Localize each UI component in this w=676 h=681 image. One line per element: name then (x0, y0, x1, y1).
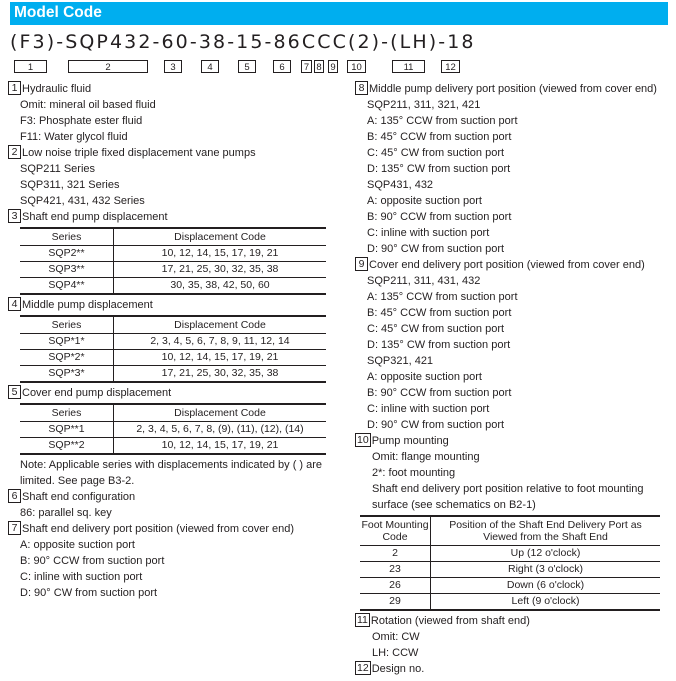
position-box-8: 8 (314, 60, 324, 73)
option-line: D: 90° CW from suction port (367, 419, 505, 431)
section-heading-3 (8, 209, 338, 225)
position-box-12: 12 (441, 60, 460, 73)
option-line: 86: parallel sq. key (20, 507, 112, 519)
table-row (20, 334, 326, 350)
option-line: D: 135° CW from suction port (367, 163, 511, 175)
option-line: SQP421, 431, 432 Series (20, 195, 145, 207)
section-title: Cover end delivery port position (viewed from cover end) (369, 259, 645, 271)
note-text: Note: Applicable series with displacements indicated by ( ) are (20, 459, 323, 471)
option-line: C: 45° CW from suction port (367, 147, 505, 159)
option-line: B: 45° CCW from suction port (367, 307, 512, 319)
table-row (20, 366, 326, 383)
table-cell: SQP2** (20, 246, 114, 262)
section-number-4: 4 (8, 297, 21, 311)
section-number-2: 2 (8, 145, 21, 159)
section-number-6: 6 (8, 489, 21, 503)
option-line: D: 90° CW from suction port (20, 587, 158, 599)
section-title: Middle pump displacement (22, 299, 153, 311)
option-line: A: opposite suction port (20, 539, 135, 551)
option-line: limited. See page B3-2. (20, 475, 135, 487)
option-line: F3: Phosphate ester fluid (20, 115, 143, 127)
position-box-6: 6 (273, 60, 291, 73)
header-bar (10, 2, 668, 25)
table-cell: Up (12 o'clock) (431, 546, 661, 562)
section-number-8: 8 (355, 81, 368, 95)
option-line: D: 135° CW from suction port (367, 339, 511, 351)
section-title: Cover end pump displacement (22, 387, 172, 399)
option-line: C: inline with suction port (367, 403, 490, 415)
option-line: Omit: flange mounting (372, 451, 480, 463)
table-cell: 17, 21, 25, 30, 32, 35, 38 (161, 367, 279, 379)
table-cell: 10, 12, 14, 15, 17, 19, 21 (161, 439, 279, 451)
option-line: SQP211, 311, 431, 432 (367, 275, 481, 287)
section-number-12: 12 (357, 662, 369, 674)
section-number-1: 1 (8, 81, 21, 95)
option-line: LH: CCW (372, 647, 419, 659)
option-line: SQP431, 432 (367, 179, 434, 191)
table-cell: 10, 12, 14, 15, 17, 19, 21 (114, 350, 327, 366)
position-box-9: 9 (328, 60, 338, 73)
section-number-10: 10 (357, 434, 369, 446)
option-line: C: inline with suction port (367, 227, 490, 239)
option-line: B: 90° CCW from suction port (367, 211, 512, 223)
section-title: Low noise triple fixed displacement vane pumps (22, 147, 256, 159)
column-header: Foot Mounting Code (360, 516, 431, 546)
position-box-7: 7 (301, 60, 312, 73)
table-row (20, 278, 326, 295)
table-cell: Down (6 o'clock) (431, 578, 661, 594)
option-line: Shaft end delivery port position relative to foot mounting (372, 483, 644, 495)
table-row (20, 350, 326, 366)
option-line: A: 135° CCW from suction port (367, 115, 518, 127)
table-cell: SQP*1* (20, 334, 114, 350)
position-box-11: 11 (392, 60, 425, 73)
table-header-row (360, 516, 660, 546)
table-cell: SQP**1 (20, 422, 114, 438)
table-row (360, 562, 660, 578)
section-number-11: 11 (357, 614, 368, 626)
section-title: Design no. (371, 663, 425, 675)
column-header: Series (20, 316, 114, 334)
column-header: Series (20, 404, 114, 422)
table-cell: Left (9 o'clock) (511, 595, 580, 607)
option-line: A: opposite suction port (367, 371, 482, 383)
column-header: Displacement Code (114, 228, 327, 246)
table-cell: SQP**2 (20, 438, 114, 455)
section-number-9: 9 (355, 257, 368, 271)
table-cell: Right (3 o'clock) (431, 562, 661, 578)
column-header: Series (20, 228, 114, 246)
table-row (20, 422, 326, 438)
section-title: Rotation (viewed from shaft end) (370, 615, 530, 627)
table-cell: SQP4** (20, 278, 114, 295)
section-heading-4 (8, 297, 338, 313)
section-title: Hydraulic fluid (22, 83, 92, 95)
spec-table (360, 515, 660, 611)
section-heading-2 (8, 145, 338, 161)
section-heading-6 (8, 489, 338, 505)
option-line: B: 90° CCW from suction port (367, 387, 512, 399)
table-header-row (20, 404, 326, 422)
option-line: 2*: foot mounting (372, 467, 456, 479)
section-number-7: 7 (8, 521, 21, 535)
option-line: B: 90° CCW from suction port (20, 555, 165, 567)
table-cell: 17, 21, 25, 30, 32, 35, 38 (114, 262, 327, 278)
option-line: SQP211 Series (20, 163, 96, 175)
option-line: SQP321, 421 (367, 355, 434, 367)
table-cell: 26 (360, 578, 431, 594)
position-box-1: 1 (14, 60, 47, 73)
section-title: Shaft end pump displacement (22, 211, 168, 223)
section-title: Pump mounting (371, 435, 449, 447)
table-cell: 23 (360, 562, 431, 578)
option-line: B: 45° CCW from suction port (367, 131, 512, 143)
option-line: A: 135° CCW from suction port (367, 291, 518, 303)
spec-table (20, 403, 326, 455)
option-line: C: 45° CW from suction port (367, 323, 505, 335)
position-box-3: 3 (164, 60, 182, 73)
table-row (360, 578, 660, 594)
section-heading-7 (8, 521, 338, 537)
left-column (8, 81, 338, 601)
section-number-5: 5 (8, 385, 21, 399)
section-title: Shaft end configuration (22, 491, 136, 503)
spec-table (20, 227, 326, 295)
section-heading-1 (8, 81, 338, 97)
section-heading-12 (355, 661, 670, 677)
option-line: C: inline with suction port (20, 571, 143, 583)
section-number-3: 3 (8, 209, 21, 223)
section-heading-10 (355, 433, 670, 449)
option-line: A: opposite suction port (367, 195, 482, 207)
section-heading-5 (8, 385, 338, 401)
table-cell: SQP*2* (20, 350, 114, 366)
table-cell: SQP*3* (20, 366, 114, 383)
table-cell: 10, 12, 14, 15, 17, 19, 21 (114, 246, 327, 262)
option-line: Omit: CW (372, 631, 420, 643)
table-row (20, 246, 326, 262)
position-box-2: 2 (68, 60, 148, 73)
position-box-4: 4 (201, 60, 219, 73)
option-line: surface (see schematics on B2-1) (372, 499, 536, 511)
table-row (360, 594, 660, 611)
section-title: Middle pump delivery port position (viewed from cover end) (369, 83, 657, 95)
section-title: Shaft end delivery port position (viewed from cover end) (22, 523, 295, 535)
table-cell: 2 (360, 546, 431, 562)
table-row (360, 546, 660, 562)
section-heading-8 (355, 81, 670, 97)
table-cell: 30, 35, 38, 42, 50, 60 (170, 279, 270, 291)
option-line: F11: Water glycol fluid (20, 131, 128, 143)
table-header-row (20, 228, 326, 246)
option-line: SQP211, 311, 321, 421 (367, 99, 481, 111)
table-cell: 2, 3, 4, 5, 6, 7, 8, (9), (11), (12), (14) (114, 422, 327, 438)
section-heading-9 (355, 257, 670, 273)
section-title: Model Code (14, 4, 102, 21)
option-line: Omit: mineral oil based fluid (20, 99, 156, 111)
table-cell: 2, 3, 4, 5, 6, 7, 8, 9, 11, 12, 14 (114, 334, 327, 350)
table-header-row (20, 316, 326, 334)
table-row (20, 438, 326, 455)
column-header: Displacement Code (114, 316, 327, 334)
position-box-5: 5 (238, 60, 256, 73)
option-line: SQP311, 321 Series (20, 179, 120, 191)
section-heading-11 (355, 613, 670, 629)
column-header: Displacement Code (114, 404, 327, 422)
table-cell: 29 (360, 594, 431, 611)
model-code: (F3)-SQP432-60-38-15-86CCC(2)-(LH)-18 (10, 31, 476, 53)
table-cell: SQP3** (20, 262, 114, 278)
position-box-10: 10 (347, 60, 366, 73)
option-line: D: 90° CW from suction port (367, 243, 505, 255)
spec-table (20, 315, 326, 383)
table-row (20, 262, 326, 278)
column-header: Position of the Shaft End Delivery Port as Viewed from the Shaft End (431, 516, 661, 546)
right-column (355, 81, 670, 677)
